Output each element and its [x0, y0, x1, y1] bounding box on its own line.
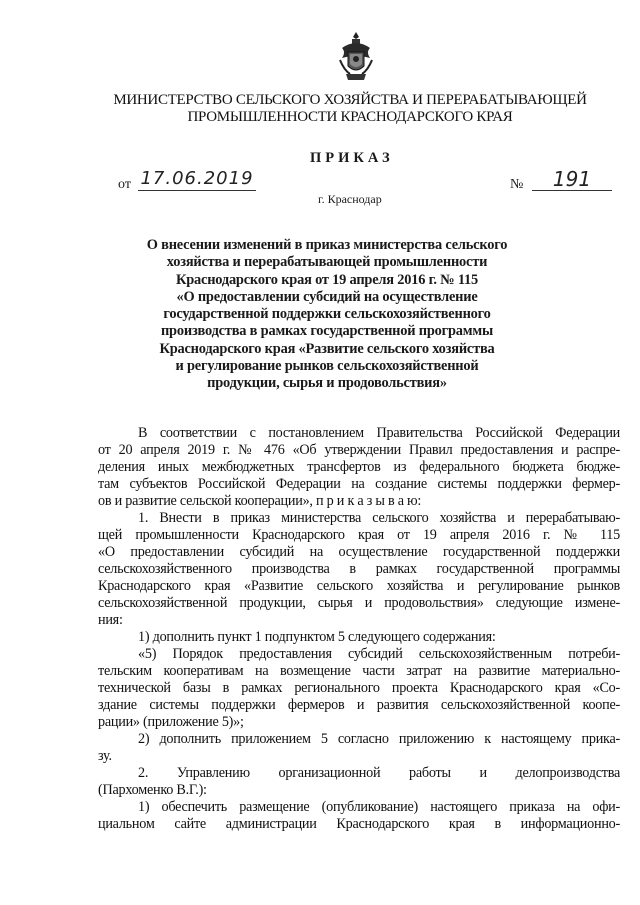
body-line: деления иных межбюджетных трансфертов из федерального бюджета бюдже- — [98, 459, 620, 475]
body-line: 1. Внести в приказ министерства сельского хозяйства и перерабатываю- — [138, 510, 620, 526]
body-line: 2) дополнить приложением 5 согласно приложению к настоящему прика- — [138, 731, 620, 747]
body-line: 2. Управлению организационной работы и делопроизводства — [138, 765, 620, 781]
body-line: там субъектов Российской Федерации на создание системы поддержки фермер- — [98, 476, 620, 492]
document-type-title: ПРИКАЗ — [310, 150, 394, 166]
body-line: 1) обеспечить размещение (опубликование) настоящего приказа на офи- — [138, 799, 620, 815]
body-line: ов и развитие сельской кооперации», п р и к а з ы в а ю: — [98, 493, 422, 509]
subject-line: «О предоставлении субсидий на осуществление — [176, 288, 478, 305]
body-line: ния: — [98, 612, 123, 628]
subject-line: Краснодарского края «Развитие сельского хозяйства — [159, 340, 495, 357]
order-body — [98, 425, 620, 833]
body-line: (Пархоменко В.Г.): — [98, 782, 207, 798]
body-line: сельскохозяйственной продукции, сырья и продовольствия» следующие измене- — [98, 595, 620, 611]
body-line: циальном сайте администрации Краснодарского края в информационно- — [98, 816, 620, 832]
date-prefix: от — [118, 177, 131, 192]
subject-line: производства в рамках государственной программы — [160, 323, 494, 340]
subject-line: государственной поддержки сельскохозяйственного — [163, 306, 491, 323]
body-line: щей промышленности Краснодарского края от 19 апреля 2016 г. № 115 — [98, 527, 620, 543]
subject-line: и регулирование рынков сельскохозяйственной — [175, 358, 479, 375]
coat-of-arms-emblem — [336, 30, 376, 84]
body-line: от 20 апреля 2019 г. № 476 «Об утверждении Правил предоставления и распре- — [98, 442, 620, 458]
subject-line: хозяйства и перерабатывающей промышленности — [166, 254, 488, 271]
body-line: здание системы поддержки фермеров и развития сельскохозяйственной коопе- — [98, 697, 620, 713]
body-line: В соответствии с постановлением Правительства Российской Федерации — [138, 425, 620, 441]
subject-line: Краснодарского края от 19 апреля 2016 г. № 115 — [175, 271, 479, 288]
body-line: тельским кооперативам на возмещение части затрат на развитие материально- — [98, 663, 620, 679]
ministry-line: МИНИСТЕРСТВО СЕЛЬСКОГО ХОЗЯЙСТВА И ПЕРЕРАБАТЫВАЮЩЕЙ — [113, 92, 587, 108]
body-line: «5) Порядок предоставления субсидий сельскохозяйственным потреби- — [138, 646, 620, 662]
city-label: г. Краснодар — [318, 192, 382, 206]
ministry-line: ПРОМЫШЛЕННОСТИ КРАСНОДАРСКОГО КРАЯ — [187, 109, 513, 125]
order-number: 191 — [532, 168, 612, 191]
body-line: «О предоставлении субсидий на осуществление государственной поддержки — [98, 544, 620, 560]
order-subject — [128, 237, 526, 393]
body-line: рации» (приложение 5)»; — [98, 714, 244, 730]
subject-line: О внесении изменений в приказ министерства сельского — [146, 237, 508, 253]
body-line: зу. — [98, 748, 112, 764]
body-line: Краснодарского края «Развитие сельского хозяйства и регулирование рынков — [98, 578, 620, 594]
order-date: 17.06.2019 — [138, 168, 256, 191]
body-line: сельскохозяйственного производства в рамках государственной программы — [98, 561, 620, 577]
number-prefix: № — [510, 177, 524, 192]
body-line: 1) дополнить пункт 1 подпунктом 5 следующего содержания: — [138, 629, 496, 645]
body-line: технической базы в рамках регионального проекта Краснодарского края «Со- — [98, 680, 620, 696]
ministry-name — [90, 92, 610, 126]
subject-line: продукции, сырья и продовольствия» — [207, 375, 447, 392]
